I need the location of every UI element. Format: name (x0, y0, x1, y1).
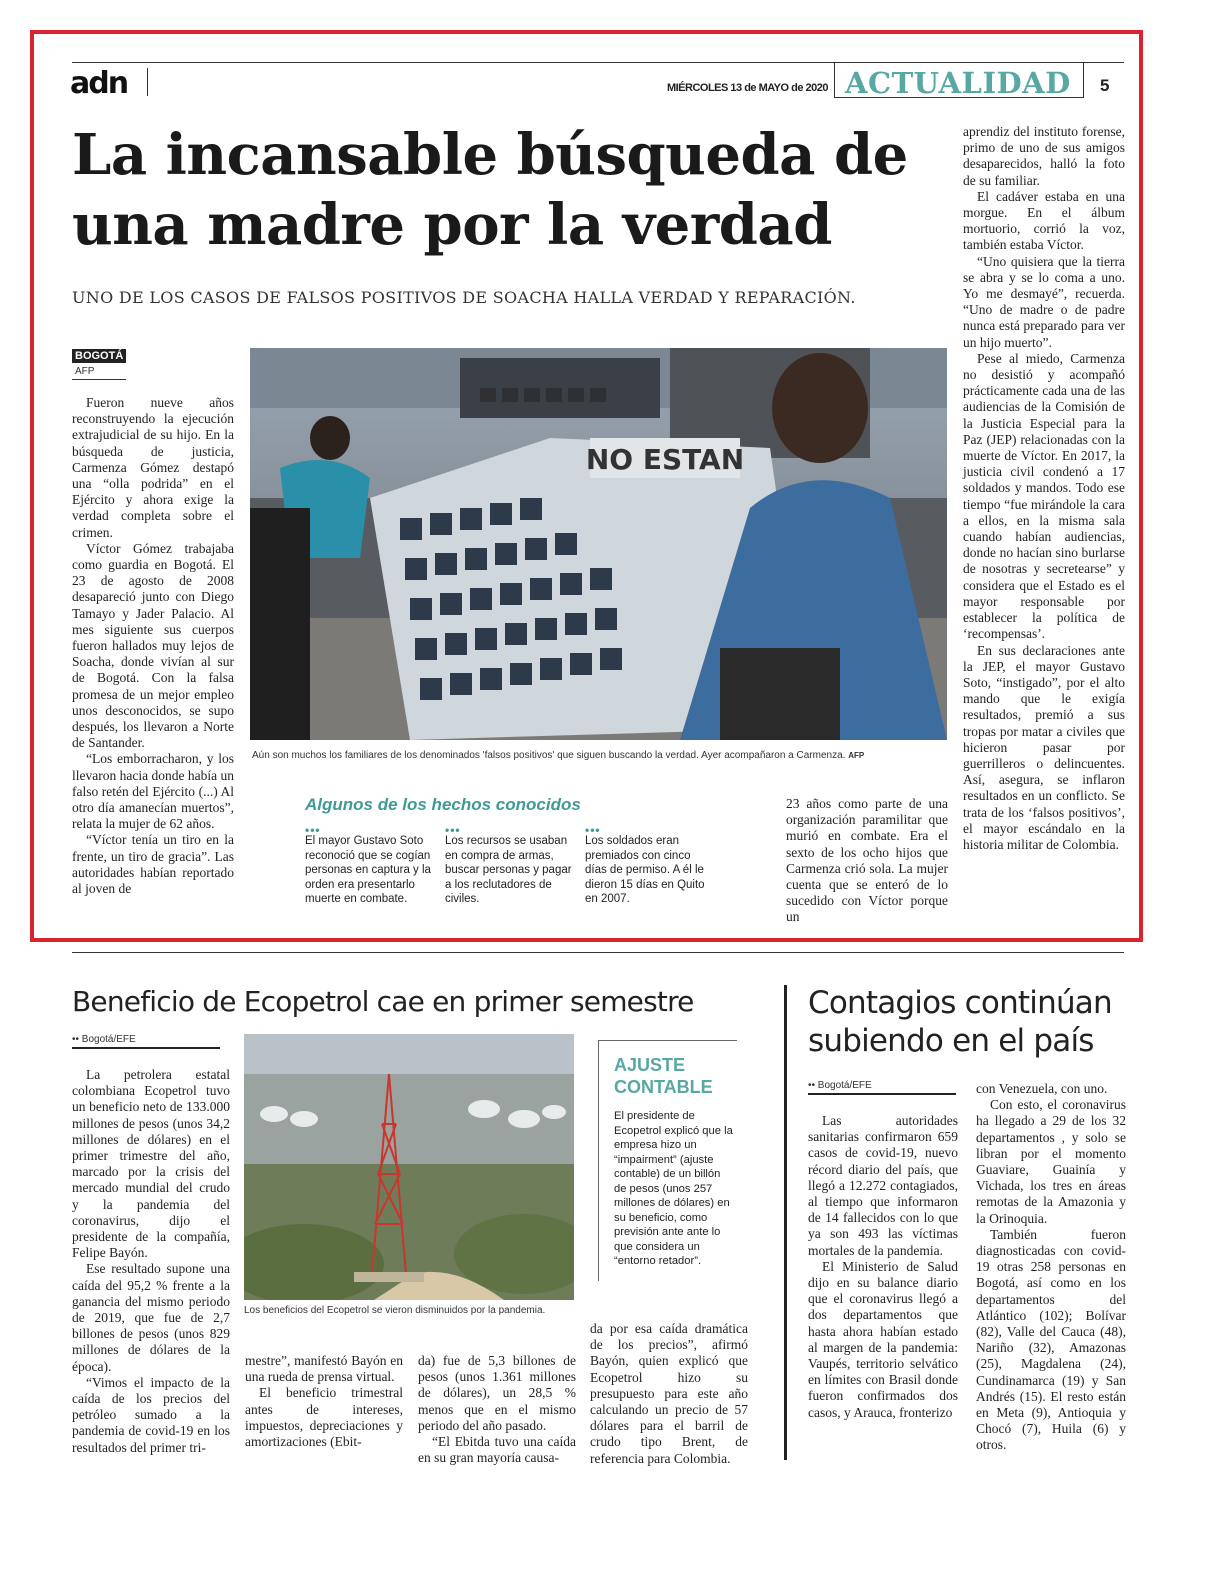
sidebar-text: El presidente de Ecopetrol explicó que la empresa hizo un “impairment” (ajuste contable) de un billón de pesos (unos 257 millones de dólares) en su beneficio, como previsión ante ante lo que considera un “entorno retador”. (614, 1110, 733, 1267)
issue-date: MIÉRCOLES 13 de MAYO de 2020 (666, 82, 828, 94)
paragraph: También fueron diagnosticadas con covid-19 otras 258 personas en Bogotá, así como en los departamentos del Atlántico (102); Bolívar (82), Valle del Cauca (48), Nariño (32), Amazonas (25), Magdalena (24), Cundinamarca (19) y San Andrés (15). El resto están en Meta (9), Antioquia y Chocó (7), Huila (6) y otros. (976, 1226, 1126, 1453)
paragraph: El Ministerio de Salud dijo en su balance diario que el coronavirus llegó a dos departamentos que hasta ahora habían estado al margen de la pandemia: Vaupés, territorio selvático en límites con Brasil donde fueron confirmados dos casos, y Arauca, fronterizo (808, 1258, 958, 1420)
paragraph: El beneficio trimestral antes de intereses, impuestos, depreciaciones y amortizaciones (Ebit- (245, 1385, 403, 1450)
contagios-column-2 (976, 1081, 1126, 1454)
main-photo (250, 348, 947, 740)
photo-credit: AFP (848, 751, 865, 760)
ecopetrol-photo (244, 1034, 574, 1300)
paragraph: Víctor Gómez trabajaba como guardia en Bogotá. El 23 de agosto de 2008 desapareció junto con Diego Tamayo y Jader Palacio. Al mes siguiente sus cuerpos fueron hallados muy lejos de Soacha, donde vivían al sur de Bogotá. Con la falsa promesa de un mejor empleo unos desconocidos, se supo después, los llevaron a Norte de Santander. (72, 540, 234, 751)
main-column-3 (786, 796, 948, 926)
fact-dots: ••• (445, 823, 461, 837)
paragraph: mestre”, manifestó Bayón en una rueda de prensa virtual. (245, 1353, 403, 1385)
byline-text: Bogotá/EFE (817, 1080, 872, 1091)
fact-item (585, 823, 713, 907)
paragraph: En sus declaraciones ante la JEP, el mayor Gustavo Soto, “instigado”, por el alto mando que le exigía resultados, premió a sus tropas por matar a civiles que hicieron pasar por guerrilleros o delincuentes. Así, asegura, se inflaron resultados en un conflicto. Se trata de los ‘falsos positivos’, el mayor escándalo en la historia militar de Colombia. (963, 642, 1125, 852)
kicker-location: BOGOTÁ (72, 349, 126, 363)
ecopetrol-column-2 (245, 1353, 403, 1450)
kicker-source: AFP (75, 366, 95, 377)
fact-text: Los soldados eran premiados con cinco días de permiso. A él le dieron 15 días en Quito en 2007. (585, 835, 705, 905)
masthead-logo: adn (70, 66, 128, 101)
section-name: ACTUALIDAD (845, 66, 1071, 100)
logo-divider (147, 68, 148, 96)
paragraph: da por esa caída dramática de los precios”, afirmó Bayón, quien explicó que Ecopetrol hizo su presupuesto para este año calculando un precio de 57 dólares para el barril de crudo tipo Brent, de referencia para Colombia. (590, 1321, 748, 1466)
contagios-column-1 (808, 1113, 958, 1421)
byline-text: Bogotá/EFE (81, 1034, 136, 1045)
paragraph: El cadáver estaba en una morgue. En el álbum mortuorio, corrió la voz, también estaba Víctor. (963, 188, 1125, 253)
banner-text: NO ESTAN (585, 443, 745, 476)
paragraph: “Víctor tenía un tiro en la frente, un tiro de gracia”. Las autoridades habían reportado al joven de (72, 832, 234, 897)
paragraph: Ese resultado supone una caída del 95,2 % frente a la ganancia del mismo periodo de 2019, que fue de 2,7 billones de pesos (unos 829 millones de dólares de la época). (72, 1261, 230, 1374)
paragraph: “Los emborracharon, y los llevaron hacia donde había un falso retén del Ejército (...) Al otro día amanecían muertos”, relata la mujer de 62 años. (72, 751, 234, 832)
paragraph: aprendiz del instituto forense, primo de uno de sus amigos desaparecidos, halló la foto de su familiar. (963, 124, 1125, 188)
fact-item (305, 823, 433, 907)
paragraph: 23 años como parte de una organización paramilitar que murió en combate. Era el sexto de los ocho hijos que Carmenza crió sola. La mujer cuenta que se enteró de lo sucedido con Víctor porque un (786, 796, 948, 925)
ecopetrol-column-1 (72, 1067, 230, 1456)
refinery-photo (244, 1034, 574, 1300)
ecopetrol-photo-caption: Los beneficios del Ecopetrol se vieron disminuidos por la pandemia. (244, 1305, 546, 1316)
paragraph: “Uno quisiera que la tierra se abra y se lo coma a uno. Yo me desmayé”, recuerda. “Uno de madre o de padre nunca está preparado para ver un hijo muerto”. (963, 253, 1125, 350)
contagios-byline: •• Bogotá/EFE (808, 1080, 872, 1091)
kicker-rule (72, 379, 126, 380)
byline-rule (808, 1093, 956, 1095)
protest-photo (250, 348, 947, 740)
paragraph: con Venezuela, con uno. (976, 1081, 1108, 1096)
paragraph: da) fue de 5,3 billones de pesos (unos 1.361 millones de dólares), un 28,5 % menos que en el mismo periodo del año pasado. (418, 1353, 576, 1433)
main-column-4 (963, 124, 1125, 853)
ecopetrol-column-4 (590, 1321, 748, 1467)
main-column-1 (72, 395, 234, 897)
paragraph: “El Ebitda tuvo una caída en su gran mayoría causa- (418, 1434, 576, 1466)
section-separator (72, 952, 1124, 953)
page-number: 5 (1100, 76, 1110, 95)
paragraph: Con esto, el coronavirus ha llegado a 29 de los 32 departamentos , y solo se libran por el momento Guaviare, Guainía y Vichada, los tres en áreas remotas de la Amazonia y la Orinoquia. (976, 1097, 1126, 1226)
sidebar-title: AJUSTE CONTABLE (614, 1055, 713, 1097)
fact-text: El mayor Gustavo Soto reconoció que se cogían personas en captura y la orden era presentarlo muerte en combate. (305, 835, 431, 905)
fact-dots: ••• (585, 823, 601, 837)
caption-text: Aún son muchos los familiares de los denominados 'falsos positivos' que siguen buscando la verdad. Ayer acompañaron a Carmenza. (252, 750, 846, 761)
fact-text: Los recursos se usaban en compra de armas, buscar personas y pagar a los reclutadores de civiles. (445, 835, 572, 905)
byline-rule (72, 1047, 220, 1049)
ecopetrol-column-3 (418, 1353, 576, 1466)
paragraph: Fueron nueve años reconstruyendo la ejecución extrajudicial de su hijo. En la búsqueda de justicia, Carmenza Gómez destapó una “olla podrida” en el Ejército y ahora exige la verdad completa sobre el crimen. (72, 395, 234, 540)
ecopetrol-byline: •• Bogotá/EFE (72, 1034, 136, 1045)
fact-item (445, 823, 573, 907)
paragraph: Pese al miedo, Carmenza no desistió y acompañó prácticamente cada una de las audiencias de la Comisión de la Justicia Especial para la Paz (JEP) relacionadas con la muerte de Víctor. En 2017, la justicia civil condenó a 17 soldados y mandos. Todo ese tiempo “fue mirándole la cara a ellos, en la misma sala cuando habían audiencias, donde no hacían sino burlarse de nosotras y secretearse” y considera que el Estado es el mayor responsable por establecer la política de ‘recompensas’. (963, 350, 1125, 642)
facts-title: Algunos de los hechos conocidos (305, 795, 581, 814)
ecopetrol-headline: Beneficio de Ecopetrol cae en primer semestre (72, 985, 694, 1018)
paragraph: Las autoridades sanitarias confirmaron 659 casos de covid-19, nuevo récord diario del país, que llegó a 12.272 contagiados, al tiempo que informaron de 14 fallecidos con lo que ya son 493 las víctimas mortales de la pandemia. (808, 1113, 958, 1258)
main-subhead: UNO DE LOS CASOS DE FALSOS POSITIVOS DE SOACHA HALLA VERDAD Y REPARACIÓN. (72, 288, 856, 307)
fact-dots: ••• (305, 823, 321, 837)
contagios-headline: Contagios continúan subiendo en el país (808, 985, 1112, 1059)
main-photo-caption (252, 750, 952, 761)
main-headline: La incansable búsqueda de una madre por la verdad (72, 122, 908, 258)
paragraph: La petrolera estatal colombiana Ecopetrol tuvo un beneficio neto de 133.000 millones de pesos (unos 34,2 millones de dólares) en el primer trimestre del año, marcado por la crisis del mercado mundial del crudo y la pandemia del coronavirus, dijo el presidente de la compañía, Felipe Bayón. (72, 1067, 230, 1261)
column-separator (784, 985, 787, 1460)
paragraph: “Vimos el impacto de la caída de los precios del petróleo sumado a la pandemia de covid-19 en los resultados del primer tri- (72, 1374, 230, 1455)
